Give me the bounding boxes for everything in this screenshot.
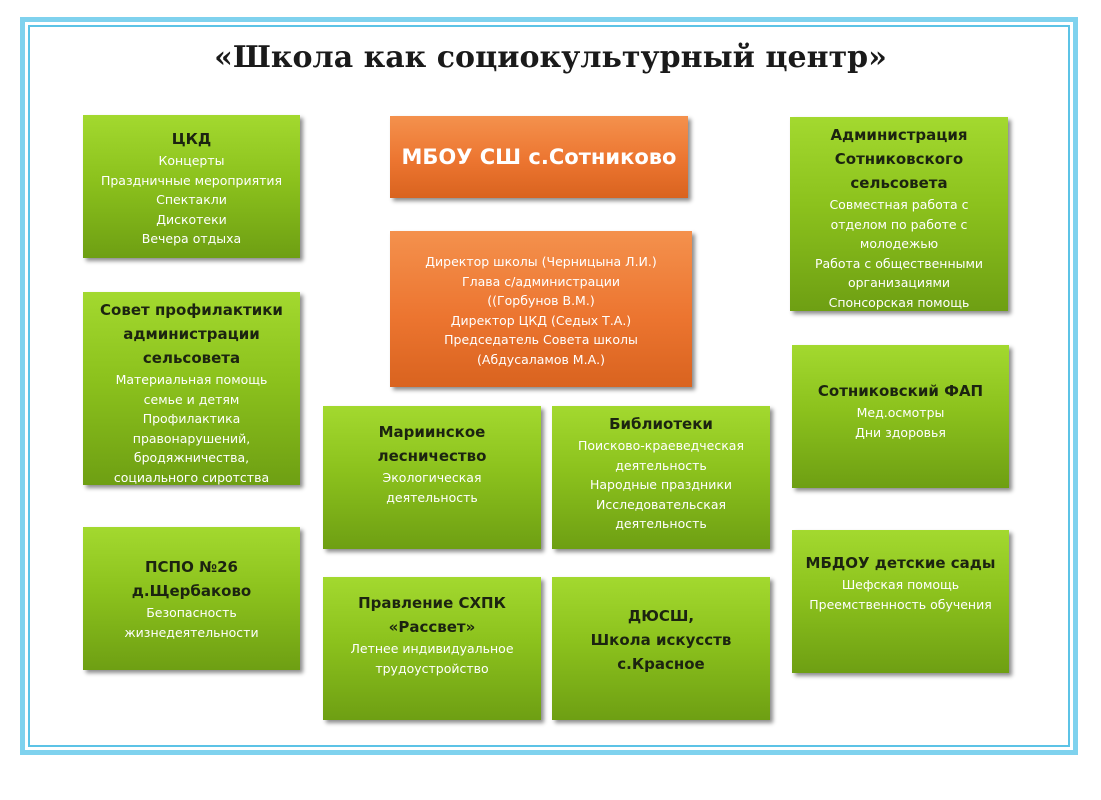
page-title: «Школа как социокультурный центр» [214, 40, 887, 75]
partner-item: Профилактика [142, 411, 241, 426]
partner-les [323, 406, 541, 549]
partner-item: отделом по работе с [830, 216, 968, 232]
council-line: ((Горбунов В.М.) [487, 293, 595, 308]
partner-item: Преемственность обучения [809, 596, 992, 612]
partner-item: Безопасность [146, 605, 237, 620]
council-box [390, 231, 692, 387]
partner-item: Экологическая [382, 470, 482, 485]
council-line: Глава с/администрации [461, 273, 620, 289]
partner-fap [792, 345, 1009, 488]
partner-item: Спектакли [156, 192, 227, 207]
partner-item: Совместная работа с [829, 197, 969, 212]
partner-head: ЦКД [171, 130, 212, 148]
partner-item: бродяжничества, [133, 450, 250, 465]
partner-head: администрации [123, 325, 260, 343]
partner-head: Совет профилактики [100, 301, 283, 319]
partner-head: Мариинское [378, 423, 486, 441]
partner-sovet [83, 292, 300, 485]
partner-item: деятельность [615, 457, 707, 473]
partner-head: лесничество [377, 447, 487, 465]
partner-item: организациями [847, 275, 951, 290]
partner-item: Концерты [158, 153, 225, 168]
partner-head: Сотниковский ФАП [817, 382, 984, 400]
partner-head: МБДОУ детские сады [805, 554, 996, 572]
partner-item: деятельность [615, 516, 707, 531]
partner-head: ДЮСШ, [627, 607, 695, 625]
partner-item: социального сиротства [113, 469, 270, 485]
partner-head: ПСПО №26 [144, 558, 238, 576]
partner-item: Праздничные мероприятия [100, 172, 283, 188]
partner-ckd [83, 115, 300, 258]
partner-item: семье и детям [143, 391, 240, 407]
partner-dyush [552, 577, 770, 720]
partner-shpk [323, 577, 541, 720]
partner-item: Народные праздники [589, 477, 733, 492]
council-line: Директор ЦКД (Седых Т.А.) [450, 312, 632, 328]
council-line: Директор школы (Черницына Л.И.) [425, 254, 657, 269]
partner-head: Правление СХПК [358, 594, 506, 612]
partner-item: жизнедеятельности [124, 624, 259, 640]
partner-head: с.Красное [617, 655, 705, 673]
partner-item: Мед.осмотры [856, 405, 945, 420]
partner-item: трудоустройство [375, 660, 489, 676]
partner-item: молодежью [859, 236, 939, 251]
partner-head: сельсовета [850, 174, 948, 192]
council-line: Председатель Совета школы [444, 332, 638, 347]
partner-item: Материальная помощь [115, 372, 268, 387]
partner-item: Поисково-краеведческая [578, 438, 744, 453]
partner-item: Дни здоровья [855, 424, 946, 440]
partner-pspo [83, 527, 300, 670]
partner-item: деятельность [386, 489, 478, 505]
partner-item: Спонсорская помощь [828, 294, 970, 310]
partner-head: сельсовета [142, 349, 241, 367]
partner-item: Работа с общественными [814, 255, 984, 271]
partner-mbdou [792, 530, 1009, 673]
partner-admin [790, 117, 1008, 311]
school-box [390, 116, 688, 198]
partner-bib [552, 406, 770, 549]
partner-item: Летнее индивидуальное [350, 641, 514, 656]
partner-head: д.Щербаково [131, 582, 252, 600]
council-line: (Абдусаламов М.А.) [477, 351, 605, 367]
partner-item: Шефская помощь [841, 577, 960, 592]
partner-head: «Рассвет» [388, 618, 476, 636]
partner-head: Сотниковского [834, 150, 964, 168]
school-name: МБОУ СШ с.Сотниково [401, 145, 677, 169]
partner-head: Школа искусств [590, 631, 732, 649]
partner-item: Исследовательская [595, 496, 727, 512]
partner-item: Вечера отдыха [141, 231, 242, 246]
partner-item: правонарушений, [132, 430, 251, 446]
partner-head: Администрация [830, 126, 968, 144]
partner-head: Библиотеки [609, 415, 713, 433]
partner-item: Дискотеки [156, 211, 227, 227]
